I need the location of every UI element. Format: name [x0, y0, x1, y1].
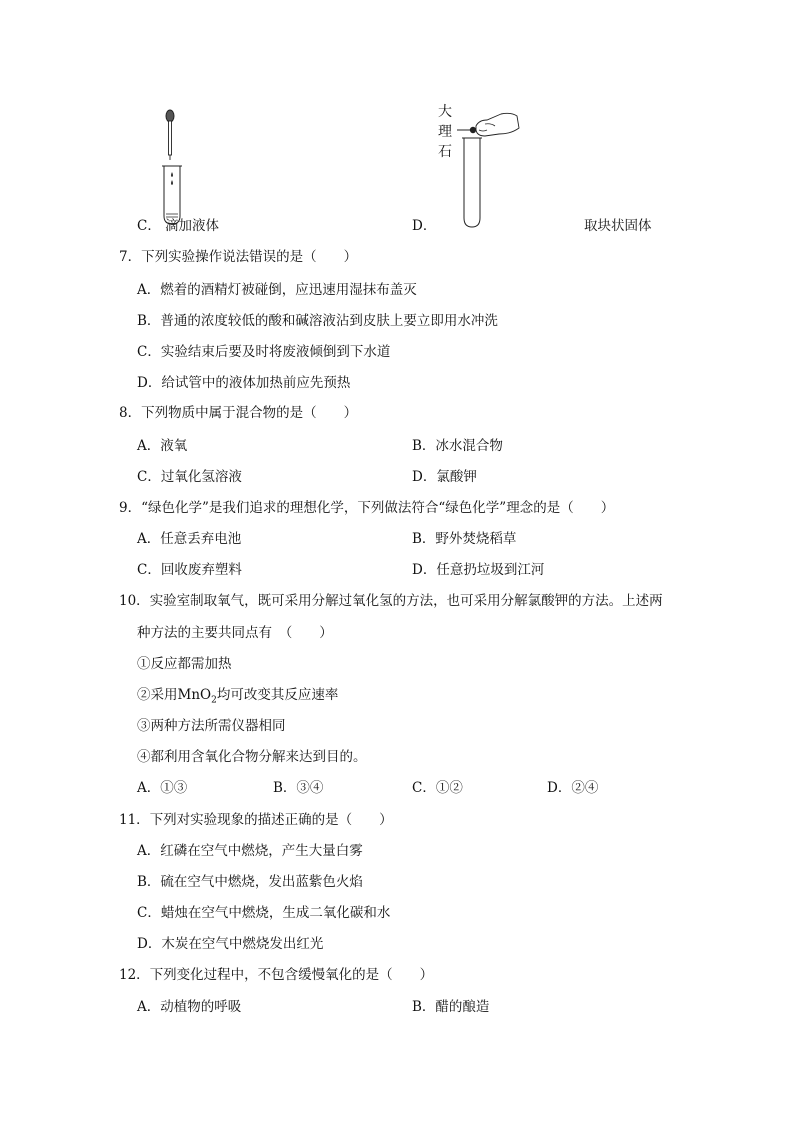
question-text: “绿色化学”是我们追求的理想化学，下列做法符合“绿色化学”理念的是（ ） — [141, 500, 615, 516]
q10-option-c: C．①② — [412, 780, 463, 796]
q10-option-d: D．②④ — [547, 780, 599, 796]
marble-label-2: 理 — [438, 124, 452, 140]
q9-option-d: D．任意扔垃圾到江河 — [412, 562, 545, 578]
dropper-bulb — [166, 110, 174, 122]
q10-item-2-tail: 均可改变其反应速率 — [216, 687, 339, 703]
question-text: 下列物质中属于混合物的是（ ） — [141, 405, 358, 421]
figure-d-letter: D． — [412, 218, 437, 234]
q11-option-b: B．硫在空气中燃烧，发出蓝紫色火焰 — [137, 874, 363, 890]
marble — [470, 127, 476, 133]
hand-marble-test-tube-figure — [455, 108, 525, 232]
figure-c-letter: C． — [137, 218, 161, 234]
q10-item-1: ①反应都需加热 — [137, 656, 232, 672]
q10-item-4: ④都利用含氧化合物分解来达到目的。 — [137, 749, 367, 765]
dropper-glass — [169, 121, 172, 155]
question-12-stem — [119, 966, 433, 984]
marble-label-1: 大 — [438, 104, 452, 120]
question-7-stem — [119, 248, 357, 266]
question-10-stem — [119, 592, 663, 610]
q7-option-c: C．实验结束后要及时将废液倾倒到下水道 — [137, 344, 391, 360]
q10-option-a: A．①③ — [137, 780, 188, 796]
question-text: 下列对实验现象的描述正确的是（ ） — [149, 812, 393, 828]
question-number: 7． — [119, 249, 142, 265]
q12-option-a: A．动植物的呼吸 — [137, 999, 242, 1015]
q7-option-d: D．给试管中的液体加热前应先预热 — [137, 375, 351, 391]
q8-option-a: A．液氧 — [137, 438, 188, 454]
question-text: 下列实验操作说法错误的是（ ） — [141, 249, 358, 265]
question-number: 9． — [119, 500, 142, 516]
question-number: 11． — [119, 812, 150, 828]
question-10-stem-continued: 种方法的主要共同点有 （ ） — [137, 625, 333, 641]
figure-d-caption: 取块状固体 — [584, 218, 652, 234]
q8-option-b: B．冰水混合物 — [412, 438, 503, 454]
q8-option-c: C．过氧化氢溶液 — [137, 469, 242, 485]
question-11-stem — [119, 811, 393, 829]
q9-option-c: C．回收废弃塑料 — [137, 562, 242, 578]
q10-item-2 — [137, 686, 338, 710]
q7-option-a: A．燃着的酒精灯被碰倒，应迅速用湿抹布盖灭 — [137, 282, 417, 298]
q11-option-a: A．红磷在空气中燃烧，产生大量白雾 — [137, 843, 363, 859]
marble-label-3: 石 — [438, 144, 452, 160]
q9-option-a: A．任意丢弃电池 — [137, 531, 242, 547]
figure-c-caption: 滴加液体 — [165, 218, 219, 234]
dropper-test-tube-figure — [150, 108, 200, 228]
q11-option-d: D．木炭在空气中燃烧发出红光 — [137, 936, 324, 952]
q8-option-d: D．氯酸钾 — [412, 469, 477, 485]
q10-item-2-head: ②采用MnO — [137, 687, 212, 703]
question-8-stem — [119, 404, 357, 422]
question-number: 12． — [119, 967, 150, 983]
test-tube — [464, 138, 480, 227]
q9-option-b: B．野外焚烧稻草 — [412, 531, 517, 547]
subscript: 2 — [211, 695, 217, 706]
hand — [476, 113, 519, 136]
question-text: 下列变化过程中，不包含缓慢氧化的是（ ） — [149, 967, 434, 983]
question-number: 10． — [119, 593, 150, 609]
question-text: 实验室制取氧气，既可采用分解过氧化氢的方法，也可采用分解氯酸钾的方法。上述两 — [149, 593, 663, 609]
question-number: 8． — [119, 405, 142, 421]
q12-option-b: B．醋的酿造 — [412, 999, 490, 1015]
q7-option-b: B．普通的浓度较低的酸和碱溶液沾到皮肤上要立即用水冲洗 — [137, 313, 498, 329]
q10-item-3: ③两种方法所需仪器相同 — [137, 718, 286, 734]
q10-option-b: B．③④ — [273, 780, 324, 796]
q11-option-c: C．蜡烛在空气中燃烧，生成二氧化碳和水 — [137, 905, 391, 921]
question-9-stem — [119, 499, 614, 517]
